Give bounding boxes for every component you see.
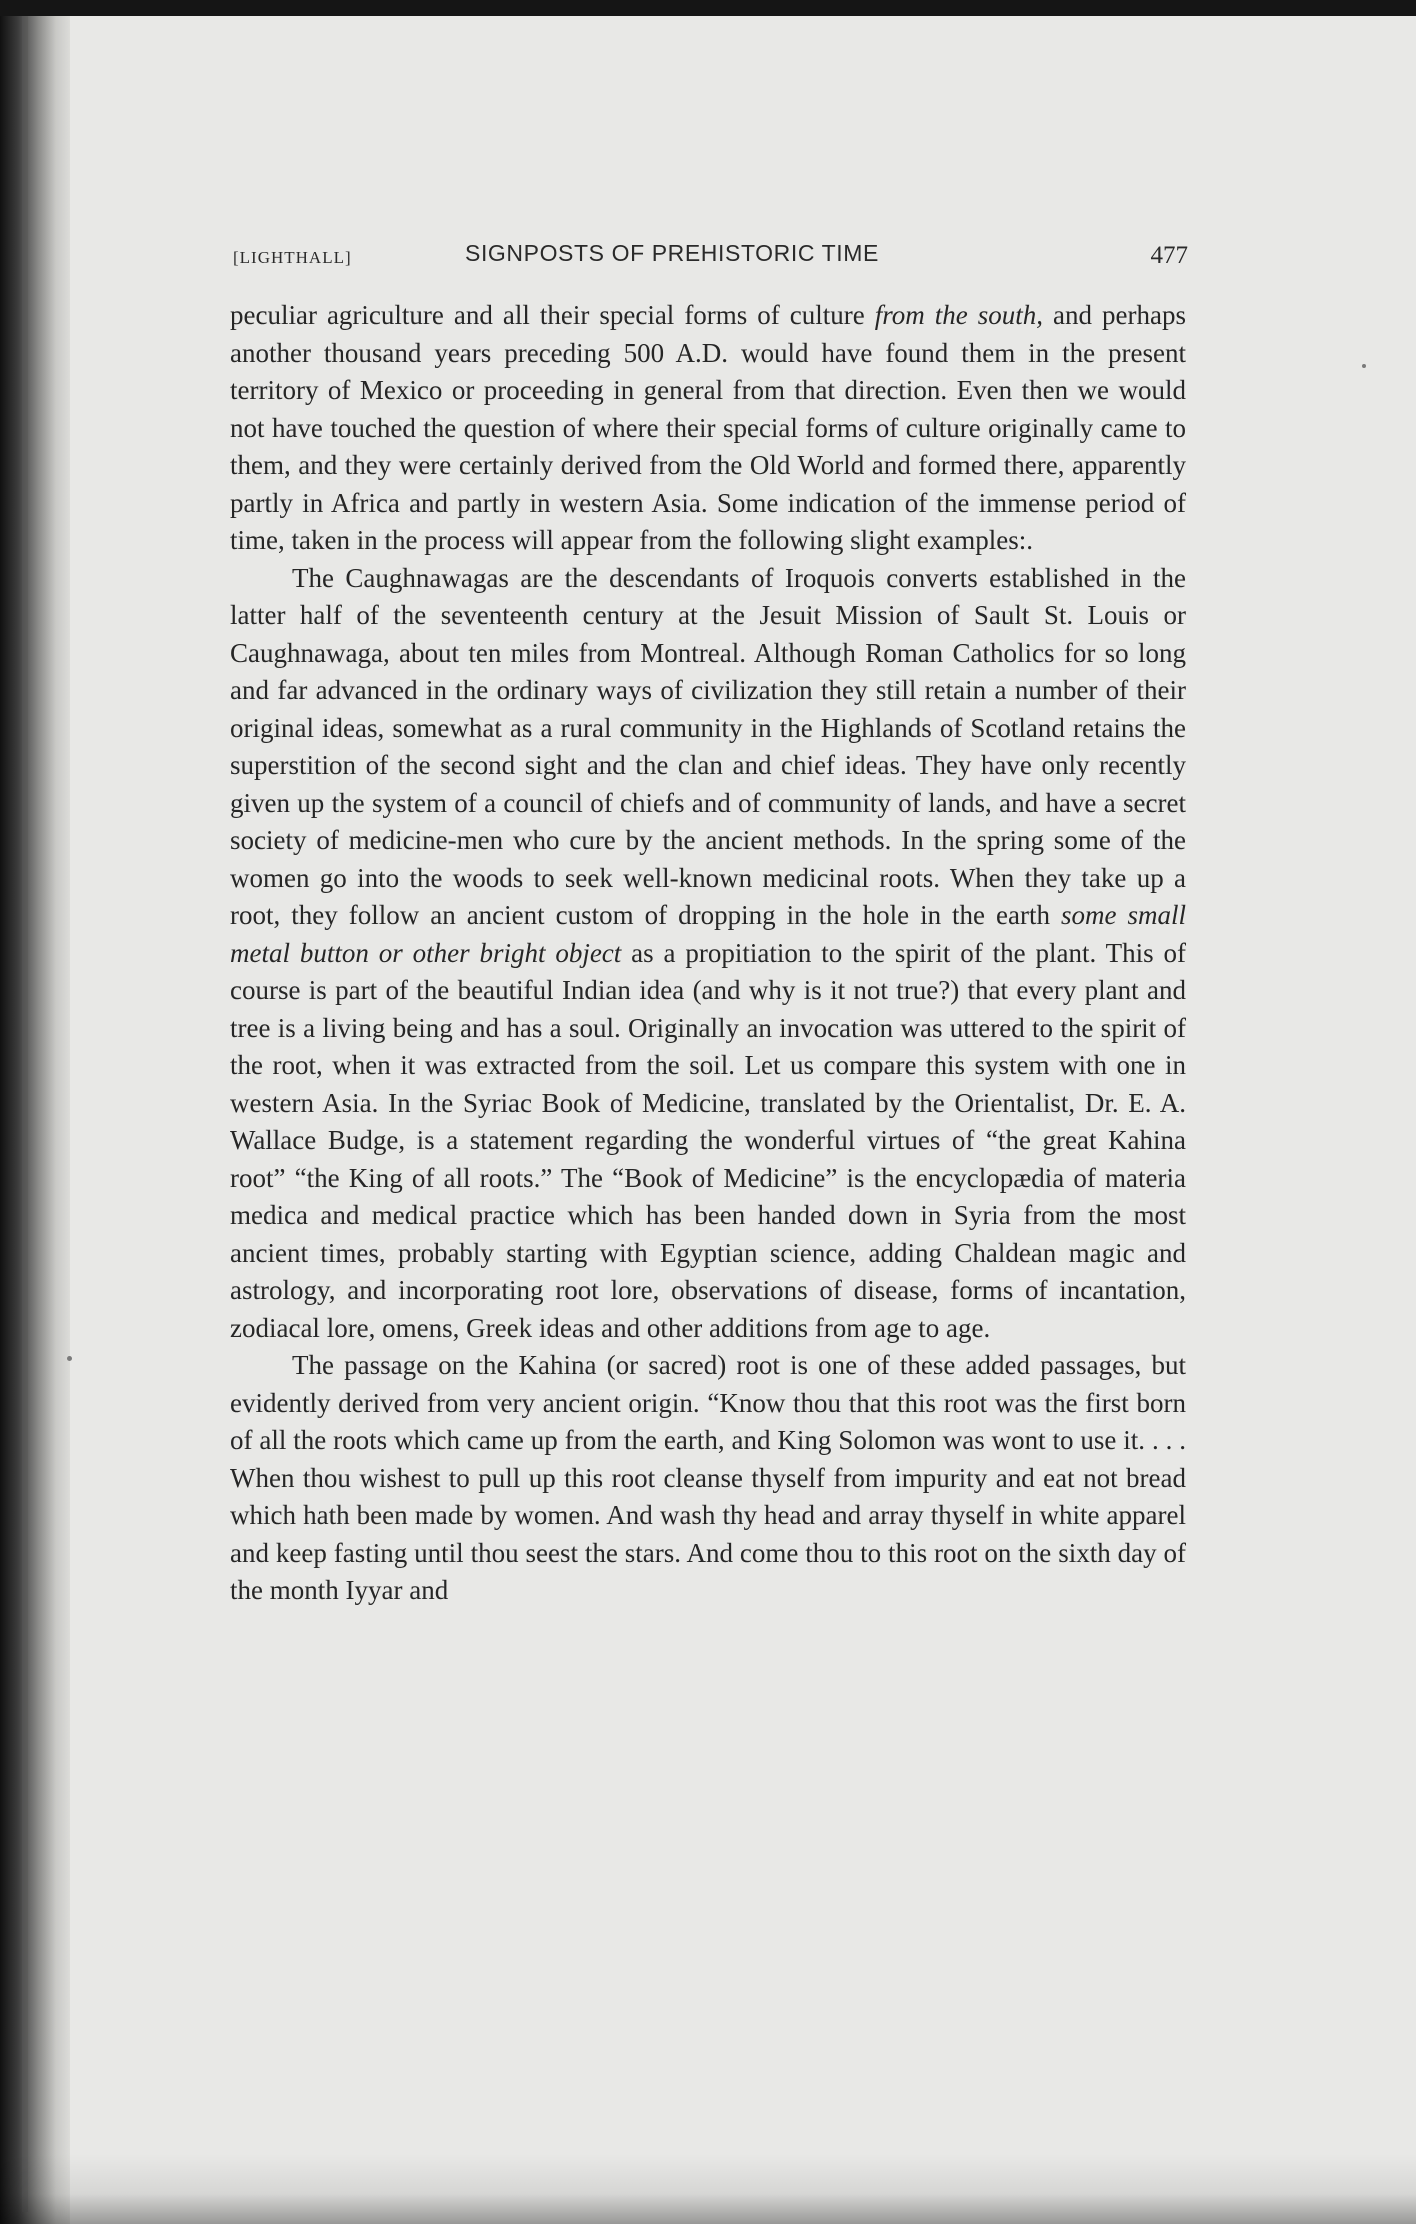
bottom-scan-shadow	[0, 2154, 1416, 2224]
running-title: SIGNPOSTS OF PREHISTORIC TIME	[465, 240, 879, 266]
running-head	[233, 238, 1188, 278]
text-run: and perhaps another thousand years preceding 500 A.D. would have found them in the present territory of Mexico or proceeding in general from that direction. Even then we would not have touched the question of where their special forms of culture originally came to them, and they were certainly derived from the Old World and formed there, apparently partly in Africa and partly in western Asia. Some indication of the immense period of time, taken in the process will appear from the following slight examples:.	[230, 300, 1187, 555]
paragraph	[230, 560, 1186, 1348]
book-spine-shadow	[0, 0, 70, 2224]
author-tag: [LIGHTHALL]	[233, 248, 352, 267]
text-run: The passage on the Kahina (or sacred) root is one of these added passages, but evidently derived from very ancient origin. “Know thou that this root was the first born of all the roots which came up from the earth, and King Solomon was wont to use it. . . . When thou wishest to pull up this root cleanse thyself from impurity and eat not bread which hath been made by women. And wash thy head and array thyself in white apparel and keep fasting until thou seest the stars. And come thou to this root on the sixth day of the month Iyyar and	[230, 1350, 1186, 1605]
italic-phrase: from the south,	[874, 300, 1044, 330]
text-run: as a propitiation to the spirit of the plant. This of course is part of the beautiful Indian idea (and why is it not true?) that every plant and tree is a living being and has a soul. Originally an invocation was uttered to the spirit of the root, when it was extracted from the soil. Let us compare this system with one in western Asia. In the Syriac Book of Medicine, translated by the Orientalist, Dr. E. A. Wallace Budge, is a statement regarding the wonderful virtues of “the great Kahina root” “the King of all roots.” The “Book of Medicine” is the encyclopædia of materia medica and medical practice which has been handed down in Syria from the most ancient times, probably starting with Egyptian science, adding Chaldean magic and astrology, and incorporating root lore, observations of disease, forms of incantation, zodiacal lore, omens, Greek ideas and other additions from age to age.	[230, 937, 1186, 1343]
page-number: 477	[1150, 242, 1188, 269]
text-run: peculiar agriculture and all their special forms of culture	[230, 300, 875, 330]
body-text	[230, 297, 1186, 1610]
text-run: The Caughnawagas are the descendants of Iroquois converts established in the latter half of the seventeenth century at the Jesuit Mission of Sault St. Louis or Caughnawaga, about ten miles from Montreal. Although Roman Catholics for so long and far advanced in the ordinary ways of civilization they still retain a number of their original ideas, somewhat as a rural community in the Highlands of Scotland retains the superstition of the second sight and the clan and chief ideas. They have only recently given up the system of a council of chiefs and of community of lands, and have a secret society of medicine-men who cure by the ancient methods. In the spring some of the women go into the woods to seek well-known medicinal roots. When they take up a root, they follow an ancient custom of dropping in the hole in the earth	[230, 562, 1186, 930]
paragraph	[230, 1347, 1186, 1610]
speck-mark	[67, 1356, 72, 1361]
italic-phrase: some small metal button or other bright object	[230, 900, 1186, 968]
speck-mark	[1362, 364, 1366, 368]
paragraph	[230, 297, 1186, 560]
top-scan-border	[0, 0, 1416, 16]
spine-edge	[22, 12, 28, 2212]
